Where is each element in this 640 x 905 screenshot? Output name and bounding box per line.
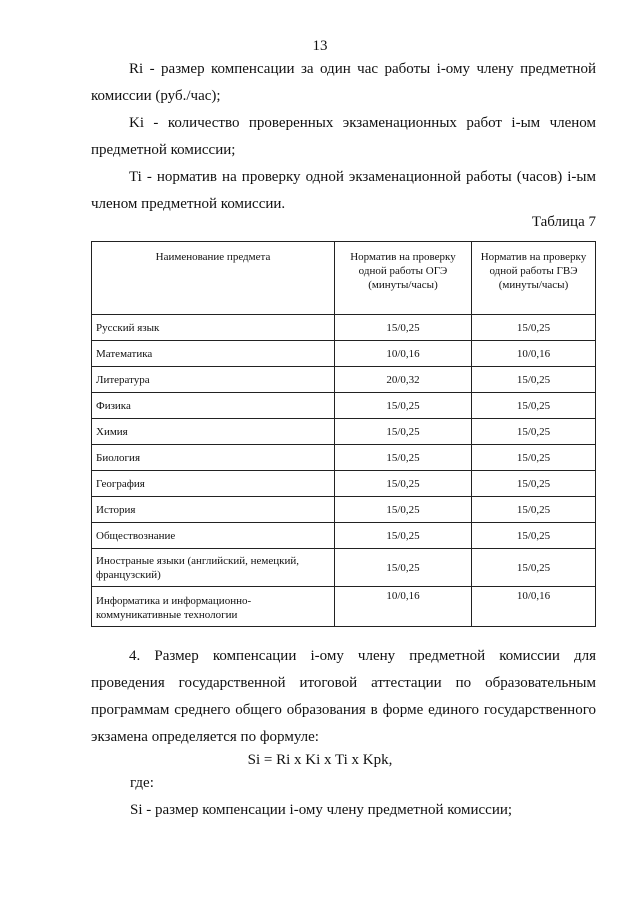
where-label: где:: [130, 775, 154, 791]
definition-si: Si - размер компенсации i-ому члену предметной комиссии;: [130, 802, 513, 818]
table-header-row: [92, 242, 596, 315]
subject-cell: История: [92, 497, 335, 523]
norms-table: [91, 241, 596, 627]
page-number: 13: [312, 38, 328, 54]
gve-cell: 15/0,25: [472, 315, 596, 341]
gve-cell: 15/0,25: [472, 523, 596, 549]
definition-ti: Ti - норматив на проверку одной экзаменационной работы (часов) i-ым членом предметной комиссии.: [91, 169, 596, 212]
gve-cell: 15/0,25: [472, 497, 596, 523]
subject-cell: Математика: [92, 341, 335, 367]
gve-cell: 15/0,25: [472, 549, 596, 587]
oge-cell: 10/0,16: [335, 341, 472, 367]
table-row: [92, 315, 596, 341]
oge-cell: 15/0,25: [335, 497, 472, 523]
oge-cell: 15/0,25: [335, 471, 472, 497]
subject-cell: Иностраные языки (английский, немецкий, французский): [92, 549, 335, 587]
oge-cell: 15/0,25: [335, 523, 472, 549]
oge-cell: 15/0,25: [335, 549, 472, 587]
table-row: [92, 549, 596, 587]
gve-cell: 15/0,25: [472, 445, 596, 471]
definition-ri: Ri - размер компенсации за один час работы i-ому члену предметной комиссии (руб./час);: [91, 61, 596, 104]
gve-cell: 15/0,25: [472, 471, 596, 497]
oge-cell: 15/0,25: [335, 315, 472, 341]
table-row: [92, 445, 596, 471]
gve-cell: 15/0,25: [472, 419, 596, 445]
oge-cell: 15/0,25: [335, 393, 472, 419]
subject-cell: Физика: [92, 393, 335, 419]
gve-cell: 15/0,25: [472, 367, 596, 393]
subject-cell: Биология: [92, 445, 335, 471]
subject-cell: География: [92, 471, 335, 497]
subject-cell: Литература: [92, 367, 335, 393]
table-row: [92, 341, 596, 367]
subject-cell: Химия: [92, 419, 335, 445]
subject-cell: Обществознание: [92, 523, 335, 549]
header-subject: Наименование предмета: [92, 242, 335, 315]
subject-cell: Информатика и информационно-коммуникативные технологии: [92, 587, 335, 627]
definition-ki: Ki - количество проверенных экзаменационных работ i-ым членом предметной комиссии;: [91, 115, 596, 158]
gve-cell: 10/0,16: [472, 587, 596, 627]
table-row: [92, 587, 596, 627]
formula: Si = Ri x Ki x Ti x Kpk,: [247, 752, 393, 768]
subject-cell: Русский язык: [92, 315, 335, 341]
table-row: [92, 471, 596, 497]
header-gve: Норматив на проверку одной работы ГВЭ (минуты/часы): [472, 242, 596, 315]
oge-cell: 20/0,32: [335, 367, 472, 393]
paragraph-4: 4. Размер компенсации i-ому члену предметной комиссии для проведения государственной итоговой аттестации по образовательным программам среднего общего образования в форме единого государственного экзамена определяется по формуле:: [91, 648, 596, 745]
table-row: [92, 393, 596, 419]
gve-cell: 15/0,25: [472, 393, 596, 419]
oge-cell: 15/0,25: [335, 419, 472, 445]
table-row: [92, 497, 596, 523]
oge-cell: 10/0,16: [335, 587, 472, 627]
table-caption: Таблица 7: [531, 214, 596, 230]
table-row: [92, 523, 596, 549]
table-row: [92, 367, 596, 393]
header-oge: Норматив на проверку одной работы ОГЭ (минуты/часы): [335, 242, 472, 315]
table-row: [92, 419, 596, 445]
oge-cell: 15/0,25: [335, 445, 472, 471]
gve-cell: 10/0,16: [472, 341, 596, 367]
